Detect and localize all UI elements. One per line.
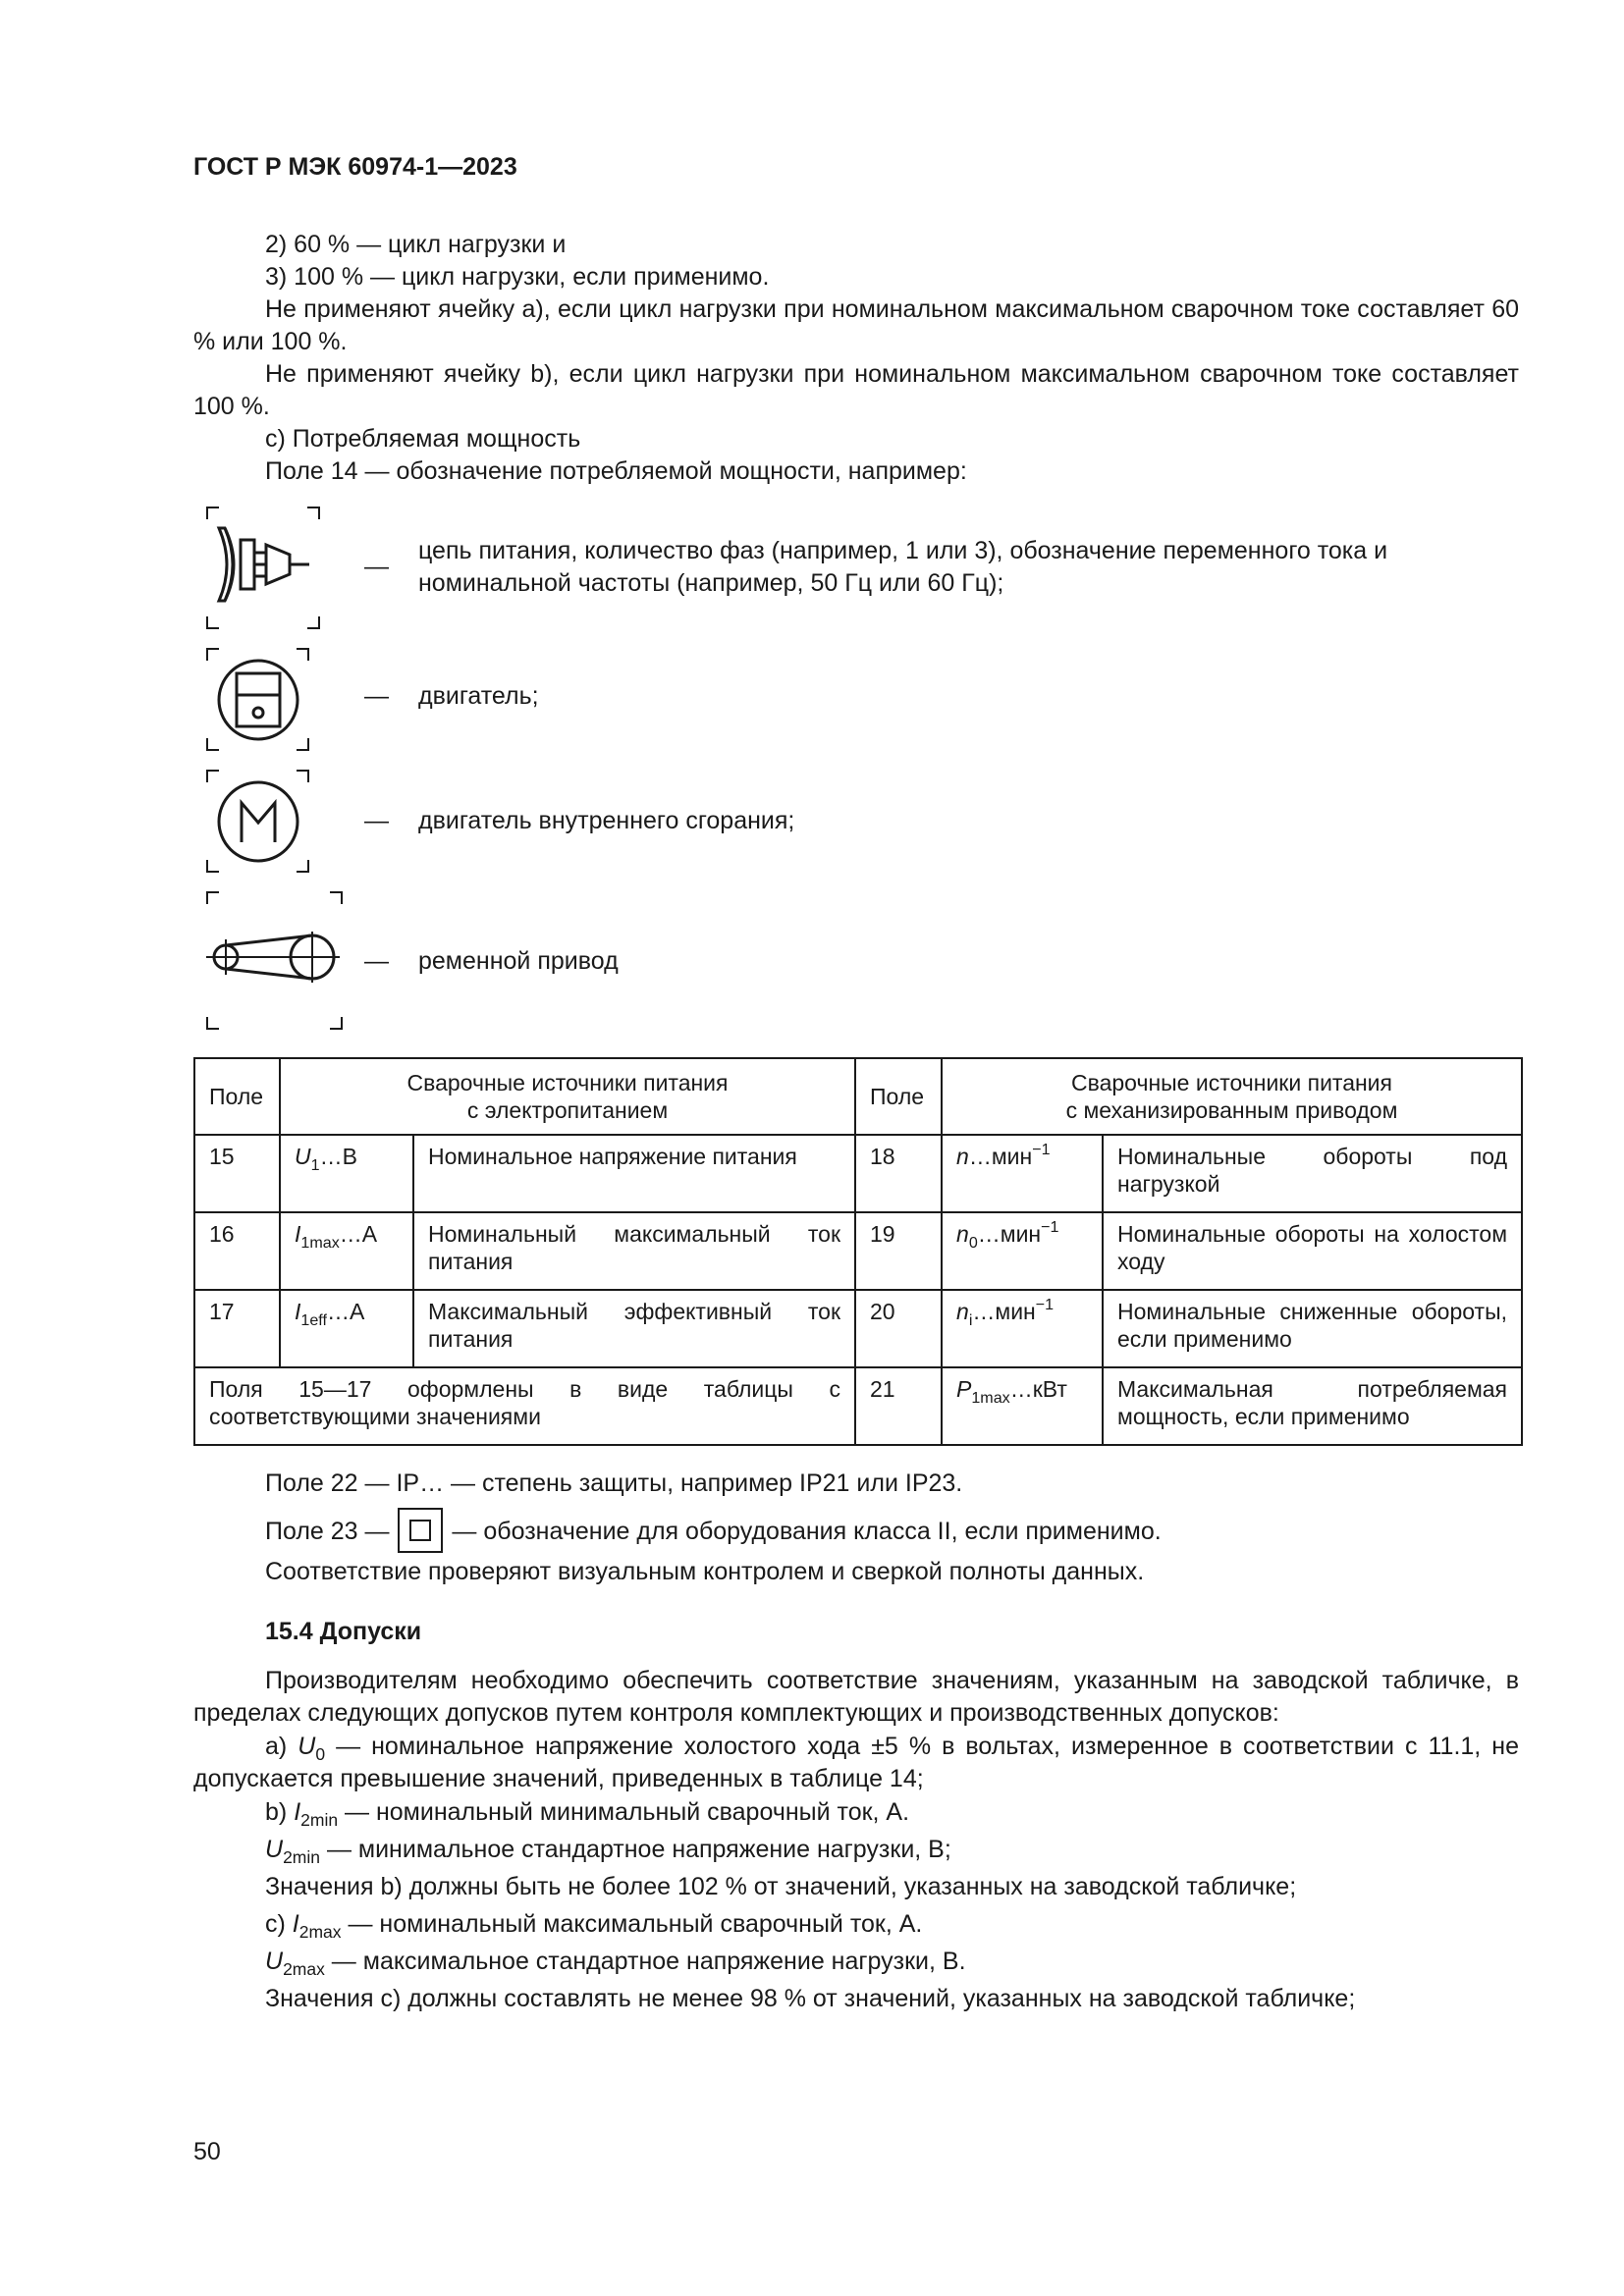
belt-drive-icon xyxy=(204,928,342,987)
symbol-belt-text: ременной привод xyxy=(418,947,619,975)
tolerance-item-c-voltage: $U_{2max}$ — максимальное стандартное напряжение нагрузки, В. xyxy=(265,1948,966,1979)
field-symbol: $n_i\dots мин^{-1}$ xyxy=(942,1290,1103,1367)
table-row xyxy=(194,1367,1522,1445)
field-23-text: Поле 23 — — обозначение для оборудования класса II, если применимо. xyxy=(193,1508,1519,1553)
motor-m-icon xyxy=(214,777,302,866)
corner-mark xyxy=(307,616,320,629)
paragraph-cell-a: Не применяют ячейку a), если цикл нагрузки при номинальном максимальном сварочном токе составляет 60 % или 100 %. xyxy=(193,295,1519,355)
conformity-text: Соответствие проверяют визуальным контролем и сверкой полноты данных. xyxy=(265,1558,1145,1585)
table-header-field-right: Поле xyxy=(855,1058,942,1135)
table-row xyxy=(194,1290,1522,1367)
engine-icon xyxy=(214,656,302,744)
field-description: Номинальное напряжение питания xyxy=(413,1135,855,1212)
field-symbol: $P_{1max}\dots кВт$ xyxy=(942,1367,1103,1445)
field-symbol: $U_1\dots В$ xyxy=(280,1135,413,1212)
field-number: 18 xyxy=(855,1135,942,1212)
field-description: Номинальный максимальный ток питания xyxy=(413,1212,855,1290)
paragraph-cell-b: Не применяют ячейку b), если цикл нагрузки при номинальном максимальном сварочном токе составляет 100 %. xyxy=(193,360,1519,420)
field-14-text: Поле 14 — обозначение потребляемой мощности, например: xyxy=(265,457,967,485)
corner-mark xyxy=(206,891,219,904)
field-number: 19 xyxy=(855,1212,942,1290)
table-header-row xyxy=(194,1058,1522,1135)
rating-fields-table xyxy=(193,1057,1523,1446)
field-symbol: $I_{1max}\dots A$ xyxy=(280,1212,413,1290)
tolerance-b-values: Значения b) должны быть не более 102 % от значений, указанных на заводской табличке; xyxy=(265,1873,1297,1900)
plug-icon xyxy=(211,520,319,609)
field-description: Номинальные сниженные обороты, если применимо xyxy=(1103,1290,1522,1367)
field-description: Максимальная потребляемая мощность, если применимо xyxy=(1103,1367,1522,1445)
corner-mark xyxy=(206,1017,219,1030)
class-ii-symbol-icon xyxy=(398,1508,443,1553)
page-number: 50 xyxy=(193,2138,221,2165)
field-22-text: Поле 22 — IP… — степень защиты, например IP21 или IP23. xyxy=(265,1469,963,1497)
corner-mark xyxy=(330,1017,343,1030)
table-header-electric: Сварочные источники питания с электропитанием xyxy=(280,1058,855,1135)
symbol-dash: — xyxy=(364,553,389,580)
corner-mark xyxy=(307,507,320,519)
table-row xyxy=(194,1212,1522,1290)
field-symbol: n…мин$^{-1}$ xyxy=(942,1135,1103,1212)
item-c-heading: c) Потребляемая мощность xyxy=(265,425,581,453)
field-number: 15 xyxy=(194,1135,280,1212)
document-header: ГОСТ Р МЭК 60974-1—2023 xyxy=(193,153,517,181)
table-header-field-left: Поле xyxy=(194,1058,280,1135)
field-number: 17 xyxy=(194,1290,280,1367)
tolerance-intro: Производителям необходимо обеспечить соответствие значениям, указанным на заводской табличке, в пределах следующих допусков путем контроля комплектующих и производственных допусков: xyxy=(193,1667,1519,1727)
intro-line-2: 2) 60 % — цикл нагрузки и xyxy=(265,231,567,258)
symbol-dash: — xyxy=(364,682,389,710)
field-description: Номинальные обороты на холостом ходу xyxy=(1103,1212,1522,1290)
corner-mark xyxy=(330,891,343,904)
symbol-engine-text: двигатель; xyxy=(418,682,539,710)
field-description: Номинальные обороты под нагрузкой xyxy=(1103,1135,1522,1212)
symbol-motor-text: двигатель внутреннего сгорания; xyxy=(418,807,795,834)
intro-line-3: 3) 100 % — цикл нагрузки, если применимо. xyxy=(265,263,770,291)
tolerance-item-a: a) $U_0$ — номинальное напряжение холостого хода ±5 % в вольтах, измеренное в соответствии с 11.1, не допускается превышение значений, приведенных в таблице 14; xyxy=(193,1733,1519,1792)
table-note: Поля 15—17 оформлены в виде таблицы с соответствующими значениями xyxy=(194,1367,855,1445)
field-description: Максимальный эффективный ток питания xyxy=(413,1290,855,1367)
section-heading: 15.4 Допуски xyxy=(265,1618,422,1645)
field-symbol: $n_0\dots мин^{-1}$ xyxy=(942,1212,1103,1290)
field-number: 21 xyxy=(855,1367,942,1445)
symbol-plug-text: цепь питания, количество фаз (например, 1 или 3), обозначение переменного тока и номинальной частоты (например, 50 Гц или 60 Гц); xyxy=(418,537,1388,597)
corner-mark xyxy=(206,507,219,519)
symbol-dash: — xyxy=(364,807,389,834)
field-symbol: $I_{1eff}\dots A$ xyxy=(280,1290,413,1367)
field-number: 16 xyxy=(194,1212,280,1290)
table-header-mechanical: Сварочные источники питания с механизированным приводом xyxy=(942,1058,1522,1135)
field-number: 20 xyxy=(855,1290,942,1367)
tolerance-item-c: c) $I_{2max}$ — номинальный максимальный сварочный ток, A. xyxy=(265,1910,923,1942)
corner-mark xyxy=(206,616,219,629)
tolerance-item-b-voltage: $U_{2min}$ — минимальное стандартное напряжение нагрузки, В; xyxy=(265,1836,951,1867)
tolerance-c-values: Значения c) должны составлять не менее 98 % от значений, указанных на заводской табличке; xyxy=(265,1985,1356,2012)
table-row xyxy=(194,1135,1522,1212)
symbol-dash: — xyxy=(364,947,389,975)
tolerance-item-b: b) $I_{2min}$ — номинальный минимальный сварочный ток, A. xyxy=(265,1798,910,1830)
